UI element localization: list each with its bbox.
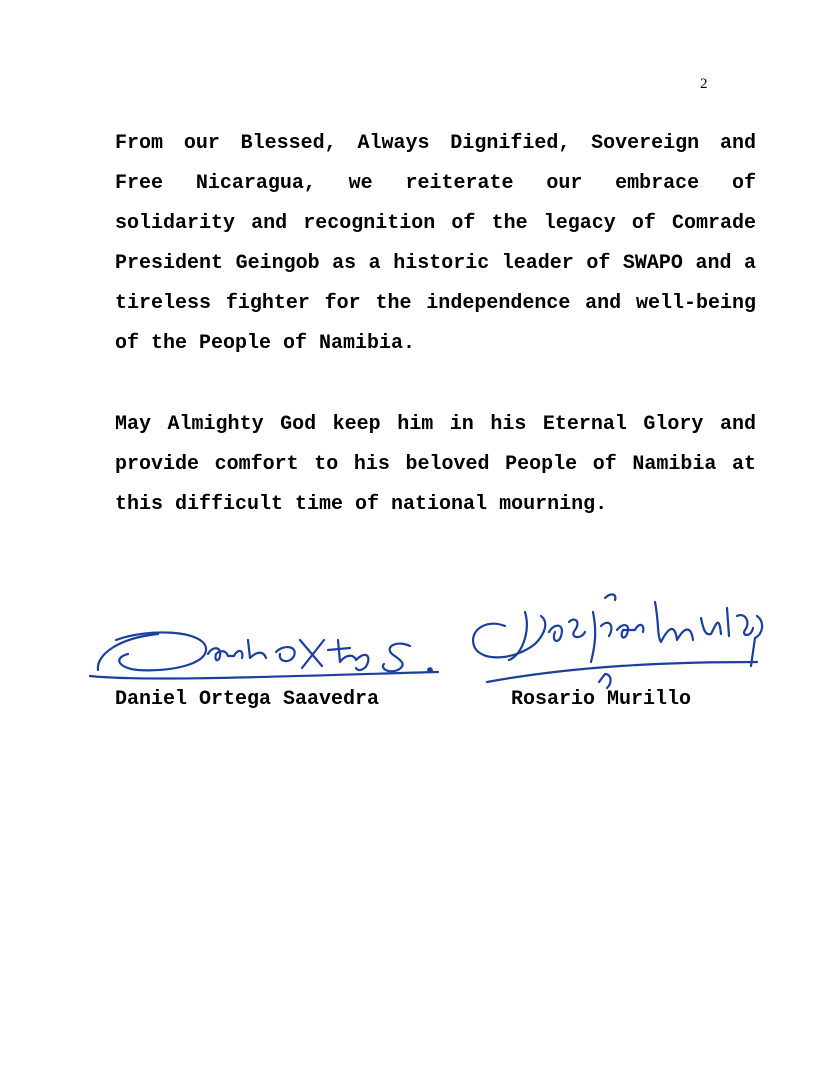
page-number: 2 xyxy=(700,76,708,92)
murillo-signature-image xyxy=(465,582,765,692)
signatory-name-ortega: Daniel Ortega Saavedra xyxy=(115,688,380,711)
ortega-signature-image xyxy=(88,610,448,690)
solidarity-paragraph: From our Blessed, Always Dignified, Sovereign and Free Nicaragua, we reiterate our embrace of solidarity and recognition of the legacy of Comrade President Geingob as a historic leader of SWAPO and a tireless fighter for the independence and well-being of the People of Namibia. xyxy=(115,132,756,355)
condolence-paragraph: May Almighty God keep him in his Eternal Glory and provide comfort to his beloved People of Namibia at this difficult time of national mourning. xyxy=(115,413,756,516)
signatory-name-murillo: Rosario Murillo xyxy=(511,688,692,711)
